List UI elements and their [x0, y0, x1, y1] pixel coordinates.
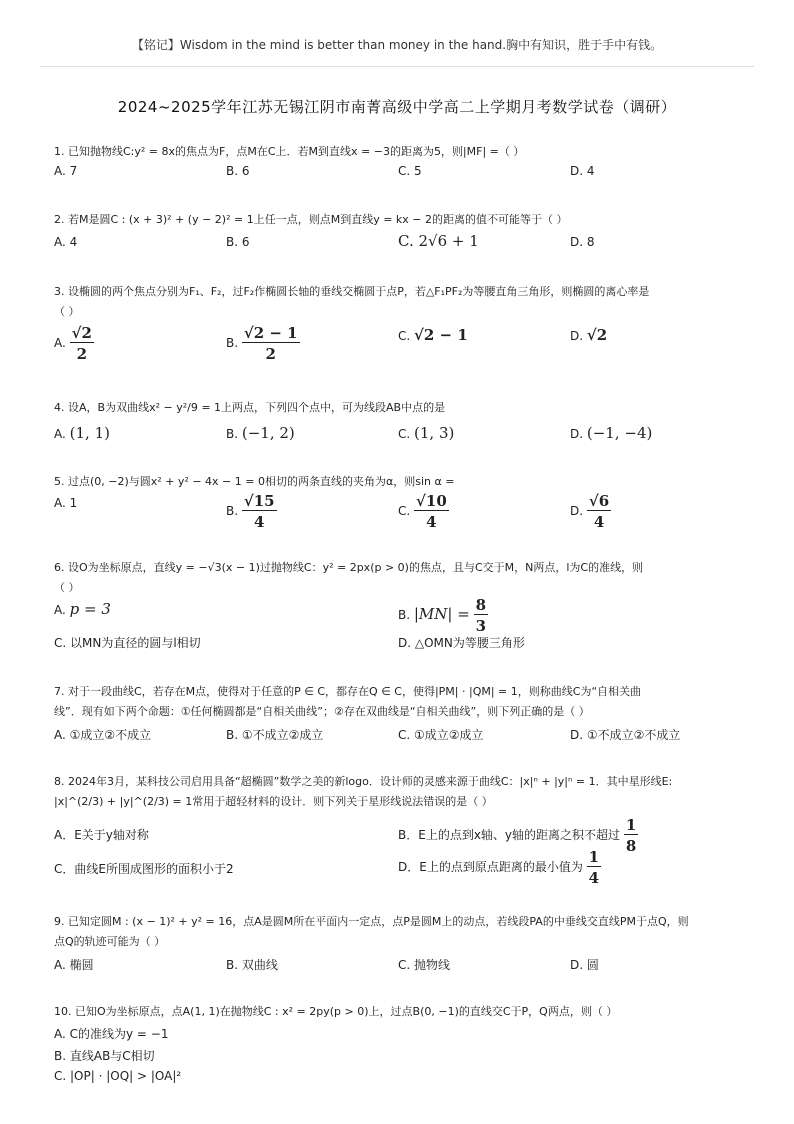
option-c: C. ①成立②成立: [398, 728, 484, 742]
page-title: 2024~2025学年江苏无锡江阴市南菁高级中学高二上学期月考数学试卷（调研）: [117, 98, 677, 116]
question-stem-line-2: （ ）: [54, 305, 80, 318]
question-stem-line-1: 8. 2024年3月，某科技公司启用具备“超椭圆”数学之美的新logo．设计师的灵感来源于曲线C：|x|ⁿ + |y|ⁿ = 1．其中星形线E:: [54, 775, 673, 788]
option-label: B.: [226, 427, 239, 441]
question-stem: 2. 若M是圆C : (x + 3)² + (y − 2)² = 1上任一点，则点M到直线y = kx − 2的距离的值不可能等于（ ）: [54, 213, 568, 226]
option-label: A.: [54, 336, 66, 350]
question-6: [54, 558, 643, 598]
option-text: D．E上的点到原点距离的最小值为: [398, 860, 583, 874]
question-stem-line-1: 7. 对于一段曲线C，若存在M点，使得对于任意的P ∈ C，都存在Q ∈ C，使得|PM| · |QM| = 1，则称曲线C为“自相关曲: [54, 685, 642, 698]
option-label: B.: [226, 336, 239, 350]
question-stem: 10. 已知O为坐标原点，点A(1, 1)在抛物线C : x² = 2py(p > 0)上，过点B(0, −1)的直线交C于P，Q两点，则（ ）: [54, 1005, 618, 1018]
numerator: √10: [416, 492, 447, 510]
fraction: [587, 848, 601, 887]
question-5: [54, 472, 454, 492]
option-a: A. C的准线为y = −1: [54, 1027, 169, 1041]
denominator: 4: [426, 513, 437, 531]
option-c: C. 抛物线: [398, 958, 451, 972]
option-d: D. 8: [570, 235, 595, 249]
question-9: [54, 912, 689, 952]
fraction: [587, 492, 611, 531]
question-stem-line-1: 6. 设O为坐标原点，直线y = −√3(x − 1)过抛物线C：y² = 2px(p > 0)的焦点，且与C交于M，N两点，l为C的准线，则: [54, 561, 644, 574]
option-a: [54, 424, 110, 442]
option-a: A．E关于y轴对称: [54, 828, 149, 842]
option-a: A. ①成立②不成立: [54, 728, 152, 742]
option-b: [398, 596, 488, 635]
option-value: (−1, 2): [241, 424, 295, 442]
option-b: [226, 492, 277, 531]
denominator: 4: [593, 513, 605, 531]
option-label: D.: [570, 329, 584, 343]
question-stem: 4. 设A，B为双曲线x² − y²/9 = 1上两点，下列四个点中，可为线段AB中点的是: [54, 401, 446, 414]
question-1: [54, 142, 524, 162]
numerator: √6: [588, 492, 610, 510]
numerator: √2 − 1: [243, 324, 298, 342]
denominator: 8: [625, 837, 637, 855]
option-b: B. 6: [226, 235, 250, 249]
option-b: [226, 424, 295, 442]
fraction: [474, 596, 488, 635]
option-d: [398, 848, 601, 887]
option-label: B.: [226, 504, 239, 518]
question-stem: 1. 已知抛物线C:y² = 8x的焦点为F，点M在C上．若M到直线x = −3的距离为5，则|MF| =（ ）: [54, 145, 525, 158]
numerator: √2: [71, 324, 92, 342]
option-c: [398, 326, 468, 344]
numerator: 8: [475, 596, 487, 614]
option-value: p = 3: [69, 600, 111, 618]
question-stem: 5. 过点(0, −2)与圆x² + y² − 4x − 1 = 0相切的两条直线的夹角为α，则sin α =: [54, 475, 455, 488]
question-4: [54, 398, 445, 418]
option-a: A. 4: [54, 235, 78, 249]
question-stem-line-1: 9. 已知定圆M : (x − 1)² + y² = 16，点A是圆M所在平面内一定点，点P是圆M上的动点，若线段PA的中垂线交直线PM于点Q，则: [54, 915, 689, 928]
question-stem-line-1: 3. 设椭圆的两个焦点分别为F₁、F₂，过F₂作椭圆长轴的垂线交椭圆于点P，若△F₁PF₂为等腰直角三角形，则椭圆的离心率是: [54, 285, 650, 298]
option-b: B. 双曲线: [226, 958, 278, 972]
option-label: A.: [54, 427, 66, 441]
option-c: C．曲线E所围成图形的面积小于2: [54, 862, 234, 876]
question-3: [54, 282, 649, 322]
option-a: [54, 600, 111, 618]
option-c: C. 以MN为直径的圆与l相切: [54, 636, 201, 650]
fraction: [414, 492, 449, 531]
header-divider: [40, 66, 754, 67]
option-value: √2: [586, 326, 608, 344]
option-c: C. 2√6 + 1: [398, 232, 479, 250]
option-d: D. ①不成立②不成立: [570, 728, 681, 742]
question-8: [54, 772, 672, 812]
denominator: 2: [265, 345, 276, 363]
option-c: [398, 492, 449, 531]
question-stem-line-2: 点Q的轨迹可能为（ ）: [54, 935, 166, 948]
option-label: D.: [570, 427, 584, 441]
option-value: √2 − 1: [414, 326, 468, 344]
option-b: [226, 324, 300, 363]
option-value: (1, 3): [414, 424, 455, 442]
option-b: B. 6: [226, 164, 250, 178]
option-a: [54, 324, 94, 363]
question-10: [54, 1002, 617, 1022]
numerator: √15: [243, 492, 275, 510]
denominator: 4: [588, 869, 600, 887]
question-7: [54, 682, 641, 722]
question-stem-line-2: 线”．现有如下两个命题：①任何椭圆都是“自相关曲线”；②存在双曲线是“自相关曲线”，则下列正确的是（ ）: [54, 705, 590, 718]
option-c: C. |OP| · |OQ| > |OA|²: [54, 1069, 182, 1083]
header-motto: 【铭记】Wisdom in the mind is better than money in the hand.胸中有知识，胜于手中有钱。: [131, 38, 663, 52]
option-value: |MN| =: [413, 605, 470, 623]
option-label: C.: [398, 427, 411, 441]
denominator: 3: [475, 617, 487, 635]
option-b: B. ①不成立②成立: [226, 728, 324, 742]
option-a: A. 7: [54, 164, 78, 178]
option-d: [570, 492, 611, 531]
option-d: D. 4: [570, 164, 595, 178]
fraction: [70, 324, 94, 363]
option-b: B. 直线AB与C相切: [54, 1049, 155, 1063]
option-label: B.: [398, 608, 411, 622]
option-d: D. 圆: [570, 958, 599, 972]
option-c: C. 5: [398, 164, 422, 178]
question-stem-line-2: （ ）: [54, 581, 80, 594]
option-label: C.: [398, 504, 411, 518]
option-label: C.: [398, 329, 411, 343]
option-a: A. 1: [54, 496, 78, 510]
option-text: B．E上的点到x轴、y轴的距离之积不超过: [398, 828, 621, 842]
option-d: D. △OMN为等腰三角形: [398, 636, 525, 650]
fraction: [242, 324, 300, 363]
option-value: (1, 1): [69, 424, 110, 442]
option-a: A. 椭圆: [54, 958, 94, 972]
option-value: (−1, −4): [586, 424, 653, 442]
option-d: [570, 424, 652, 442]
question-stem-line-2: |x|^(2/3) + |y|^(2/3) = 1常用于超轻材料的设计．则下列关于星形线说法错误的是（ ）: [54, 795, 493, 808]
denominator: 4: [254, 513, 265, 531]
option-label: A.: [54, 603, 66, 617]
numerator: 1: [625, 816, 637, 834]
fraction: [624, 816, 638, 855]
question-2: [54, 210, 568, 230]
option-label: D.: [570, 504, 584, 518]
option-d: [570, 326, 607, 344]
numerator: 1: [588, 848, 600, 866]
option-c: [398, 424, 454, 442]
fraction: [242, 492, 277, 531]
denominator: 2: [76, 345, 87, 363]
